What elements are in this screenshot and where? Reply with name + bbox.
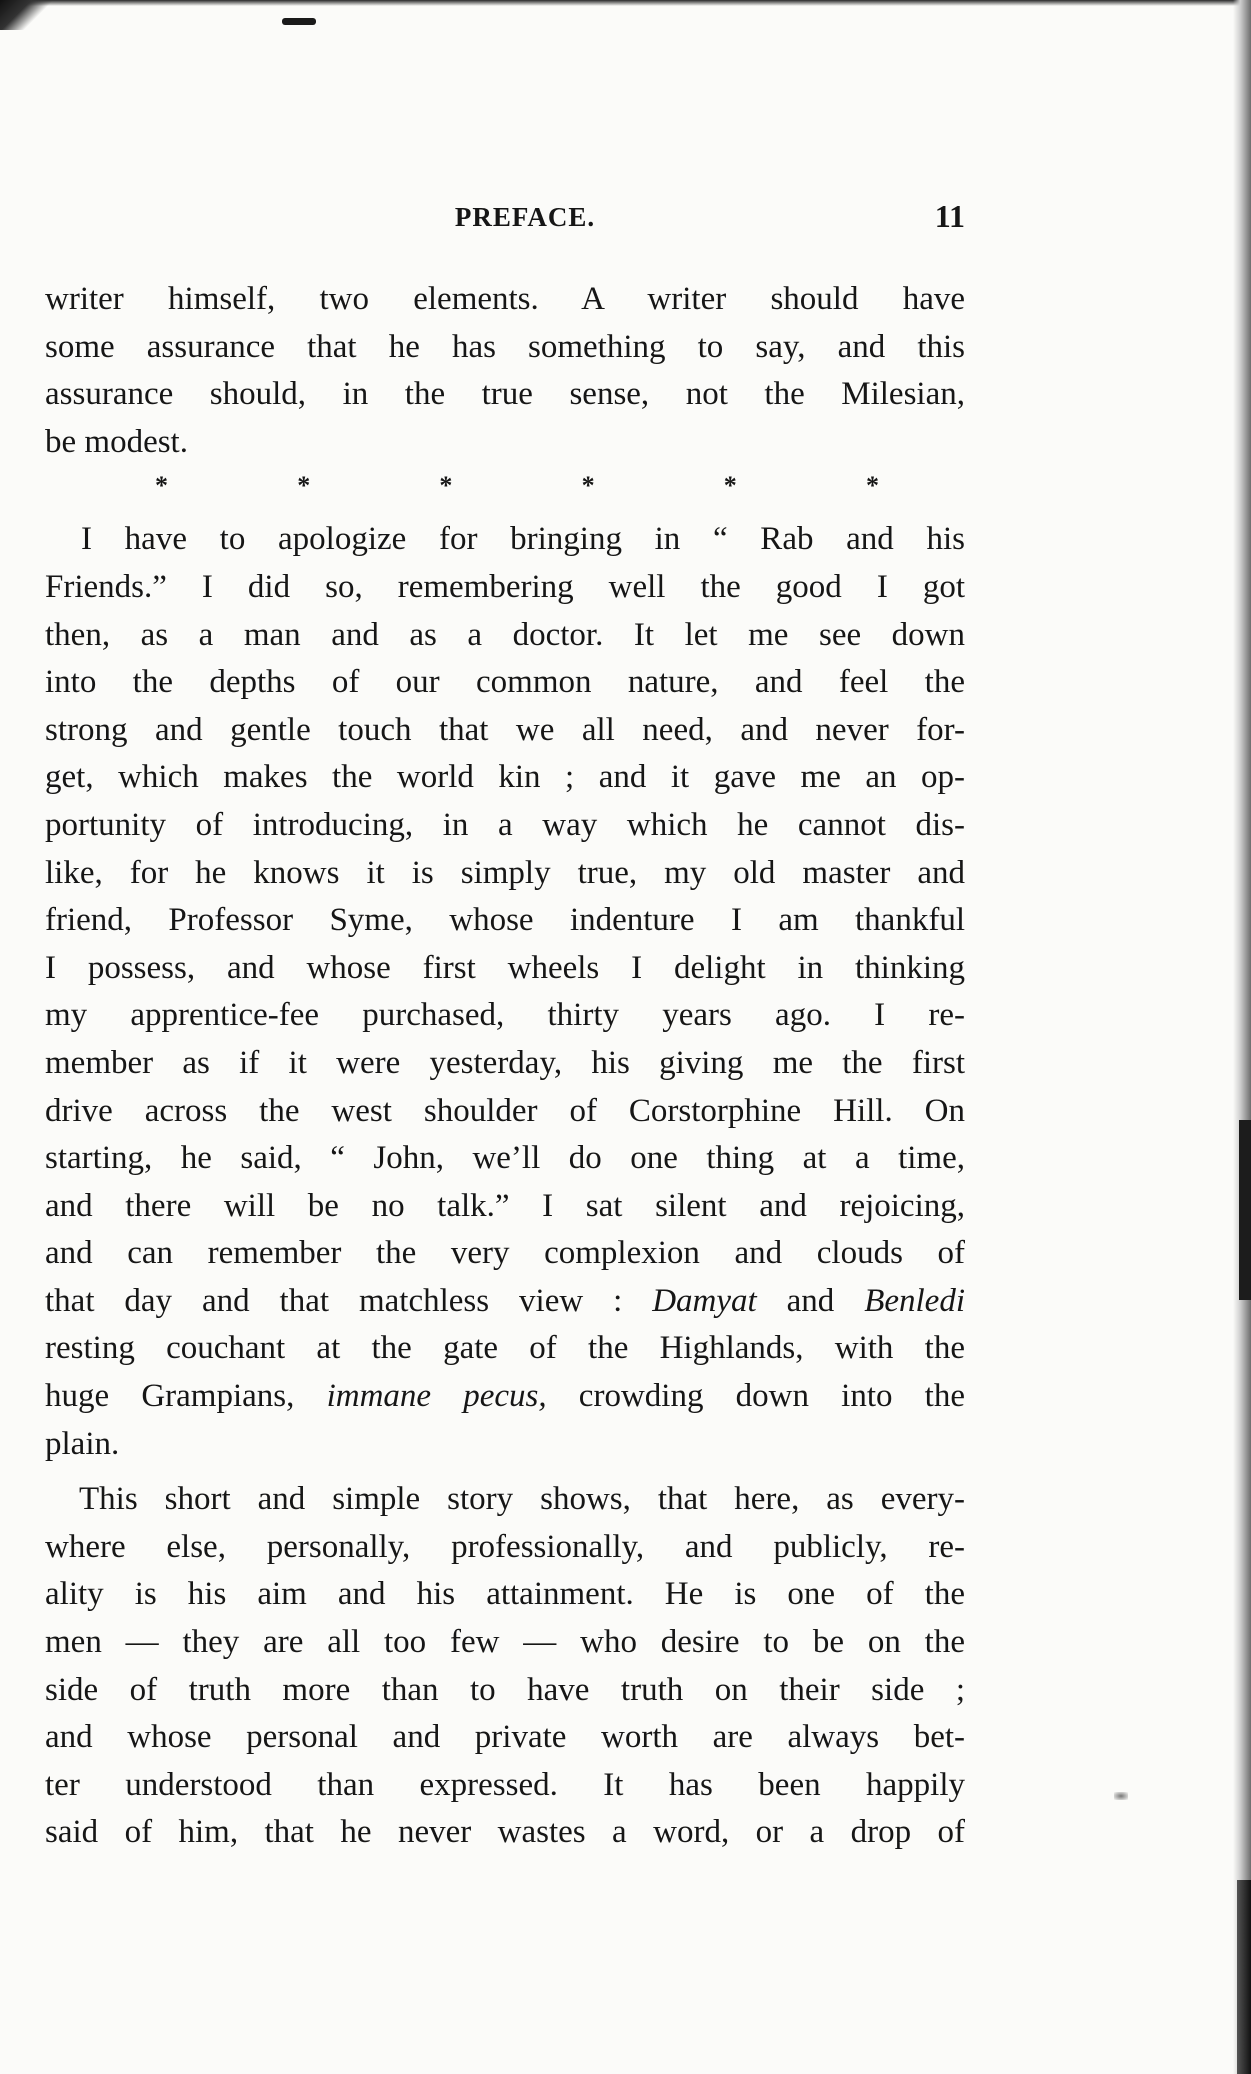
page-number: 11 (934, 198, 965, 234)
scan-edge-right-shadow (1239, 1120, 1251, 1300)
text-line: side of truth more than to have truth on their side ; (45, 1671, 965, 1708)
text-line: starting, he said, “ John, we’ll do one thing at a time, (45, 1140, 965, 1177)
scan-speck (1114, 1792, 1128, 1800)
text-line-with-italics (45, 1278, 965, 1326)
text-line-with-italics (45, 1373, 965, 1421)
italic-place-name: Damyat (652, 1282, 757, 1319)
text-line: ter understood than expressed. It has been happily (45, 1766, 965, 1803)
text-segment: huge Grampians, (45, 1378, 327, 1415)
separator-star: * (581, 471, 595, 501)
text-line: I have to apologize for bringing in “ Rab and his (81, 521, 965, 558)
text-line: plain. (45, 1425, 120, 1462)
text-segment: and (756, 1282, 865, 1319)
text-line: This short and simple story shows, that here, as every- (79, 1481, 965, 1518)
text-line: into the depths of our common nature, and feel the (45, 664, 965, 701)
text-line: writer himself, two elements. A writer should have (45, 281, 965, 317)
text-line: and can remember the very complexion and clouds of (45, 1235, 965, 1272)
text-line: my apprentice-fee purchased, thirty years ago. I re- (45, 997, 965, 1034)
paragraph-1 (45, 276, 965, 466)
text-line: then, as a man and as a doctor. It let me see down (45, 616, 965, 653)
scan-mark (282, 18, 316, 25)
separator-star: * (865, 471, 879, 501)
scan-corner-shadow (0, 0, 60, 30)
text-segment: that day and that matchless view : (45, 1282, 653, 1319)
separator-star: * (439, 471, 453, 501)
text-line: assurance should, in the true sense, not the Milesian, (45, 376, 965, 413)
paragraph-3 (45, 1476, 965, 1857)
separator-star: * (155, 471, 168, 501)
text-line: said of him, that he never wastes a word, or a drop of (45, 1814, 965, 1851)
text-line: get, which makes the world kin ; and it gave me an op- (45, 759, 965, 796)
scan-edge-right (1233, 0, 1251, 2074)
text-line: and whose personal and private worth are always bet- (45, 1719, 965, 1756)
text-line: ality is his aim and his attainment. He is one of the (45, 1576, 965, 1613)
text-line: member as if it were yesterday, his giving me the first (45, 1044, 965, 1081)
text-line: men — they are all too few — who desire to be on the (45, 1624, 965, 1661)
separator-star: * (723, 471, 737, 501)
section-separator (45, 464, 965, 508)
italic-latin-phrase: immane pecus, (326, 1378, 547, 1415)
text-line: drive across the west shoulder of Corstorphine Hill. On (45, 1092, 965, 1129)
text-segment: crowding down into the (546, 1378, 965, 1415)
text-line: friend, Professor Syme, whose indenture I am thankful (45, 902, 965, 939)
scan-edge-top (0, 0, 1251, 6)
scan-edge-right-shadow-bottom (1237, 1880, 1251, 2074)
text-line: resting couchant at the gate of the Highlands, with the (45, 1330, 965, 1367)
text-line: portunity of introducing, in a way which he cannot dis- (45, 806, 965, 843)
text-line: some assurance that he has something to say, and this (45, 328, 965, 365)
text-line: strong and gentle touch that we all need, and never for- (45, 711, 965, 748)
running-head: PREFACE. (454, 202, 596, 232)
text-line: Friends.” I did so, remembering well the good I got (45, 568, 965, 605)
text-line: where else, personally, professionally, and publicly, re- (45, 1528, 965, 1565)
text-line: like, for he knows it is simply true, my old master and (45, 854, 965, 891)
text-line: be modest. (45, 423, 188, 460)
italic-place-name: Benledi (864, 1282, 965, 1319)
body-text (45, 276, 965, 1857)
paragraph-2 (45, 516, 965, 1468)
page-header (45, 198, 965, 242)
text-line: I possess, and whose first wheels I delight in thinking (45, 949, 965, 986)
text-line: and there will be no talk.” I sat silent and rejoicing, (45, 1187, 965, 1224)
separator-star: * (297, 471, 311, 501)
